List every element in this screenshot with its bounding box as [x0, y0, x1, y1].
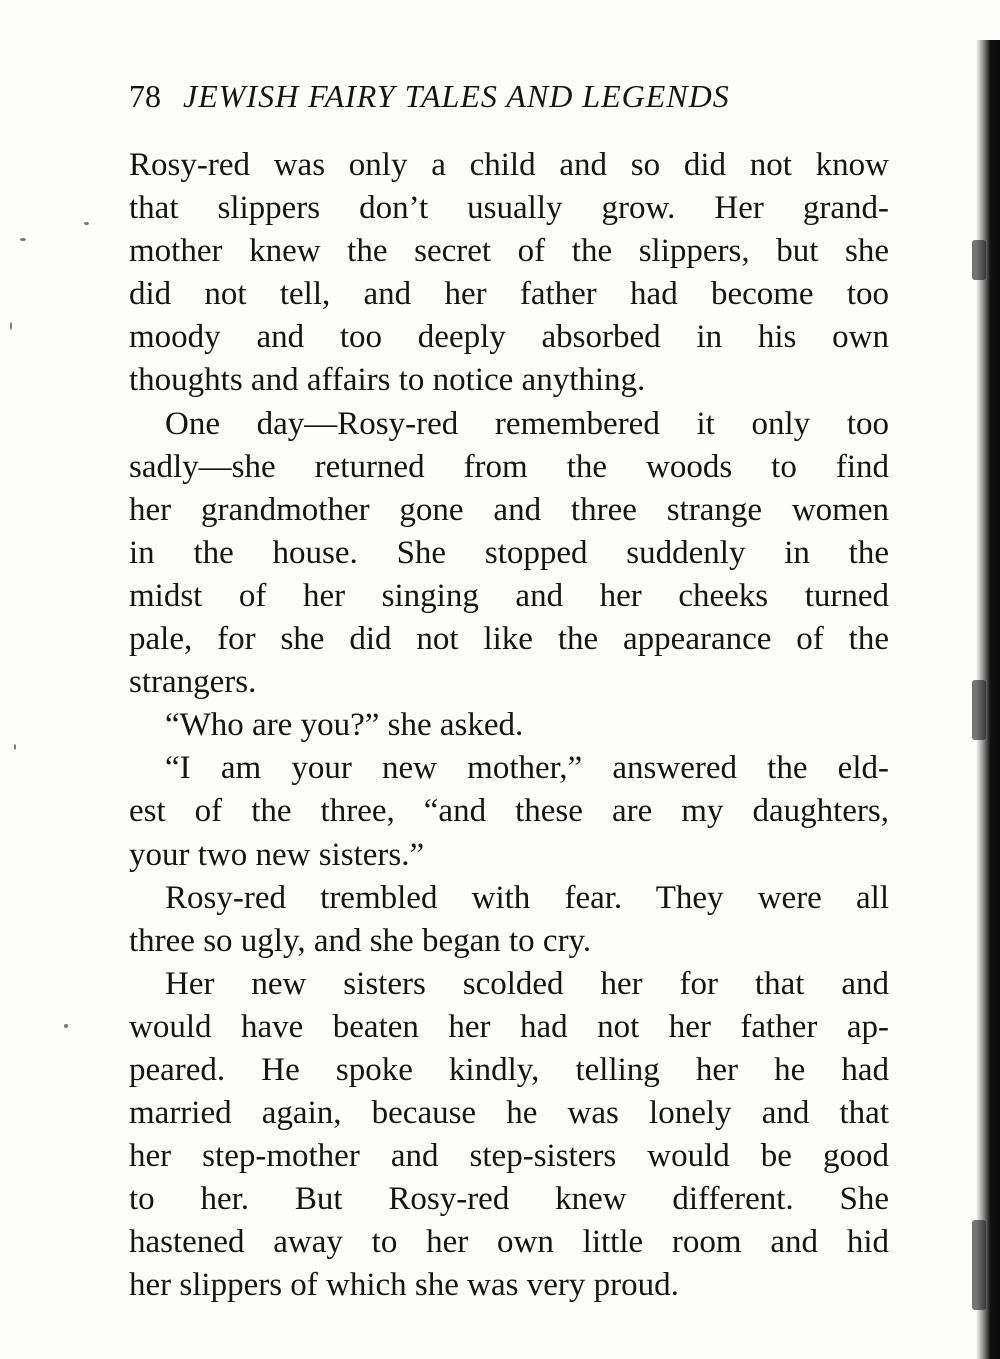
text-line: hastened away to her own little room and hid	[129, 1224, 889, 1261]
text-line: to her. But Rosy-red knew different. She	[129, 1181, 889, 1218]
text-line: her slippers of which she was very proud.	[129, 1267, 679, 1304]
paragraph	[129, 747, 889, 876]
text-line: est of the three, “and these are my daughters,	[129, 793, 889, 830]
text-line: Rosy-red trembled with fear. They were all	[165, 879, 889, 916]
text-line: pale, for she did not like the appearance of the	[129, 621, 889, 658]
speck	[64, 1024, 68, 1028]
speck	[20, 238, 26, 241]
text-line: Her new sisters scolded her for that and	[165, 965, 889, 1002]
text-line: “Who are you?” she asked.	[165, 707, 524, 744]
text-line: in the house. She stopped suddenly in the	[129, 534, 889, 571]
text-line: Rosy-red was only a child and so did not know	[129, 147, 889, 183]
text-line: strangers.	[129, 664, 257, 701]
page-number: 78	[129, 78, 161, 114]
paragraph	[129, 963, 889, 1308]
book-title: JEWISH FAIRY TALES AND LEGENDS	[183, 78, 730, 114]
text-line: married again, because he was lonely and that	[129, 1095, 889, 1132]
text-line: three so ugly, and she began to cry.	[129, 922, 592, 959]
book-spine-shadow	[976, 40, 1000, 1359]
page-edge-specks	[0, 0, 40, 1359]
text-line: midst of her singing and her cheeks turned	[129, 577, 889, 614]
spine-spot	[972, 240, 986, 280]
text-line: did not tell, and her father had become too	[129, 276, 889, 313]
text-line: peared. He spoke kindly, telling her he had	[129, 1051, 889, 1088]
text-line: her step-mother and step-sisters would be good	[129, 1138, 889, 1175]
text-line: would have beaten her had not her father ap-	[129, 1008, 889, 1045]
body-text	[129, 144, 889, 1308]
speck	[10, 322, 12, 330]
text-line: your two new sisters.”	[129, 836, 425, 873]
paragraph	[129, 144, 889, 403]
paragraph	[129, 704, 889, 747]
text-line: that slippers don’t usually grow. Her grand-	[129, 190, 889, 227]
running-head	[129, 72, 889, 120]
text-line: mother knew the secret of the slippers, but she	[129, 233, 889, 270]
text-line: her grandmother gone and three strange women	[129, 491, 889, 528]
text-line: One day—Rosy-red remembered it only too	[165, 405, 889, 442]
speck	[14, 744, 16, 750]
paragraph	[129, 403, 889, 705]
paragraph	[129, 877, 889, 963]
speck	[84, 222, 89, 225]
text-line: thoughts and affairs to notice anything.	[129, 362, 646, 399]
spine-spot	[972, 1220, 986, 1310]
text-line: moody and too deeply absorbed in his own	[129, 319, 889, 356]
text-line: sadly—she returned from the woods to find	[129, 448, 889, 485]
text-line: “I am your new mother,” answered the eld-	[165, 750, 889, 787]
spine-spot	[972, 680, 986, 740]
